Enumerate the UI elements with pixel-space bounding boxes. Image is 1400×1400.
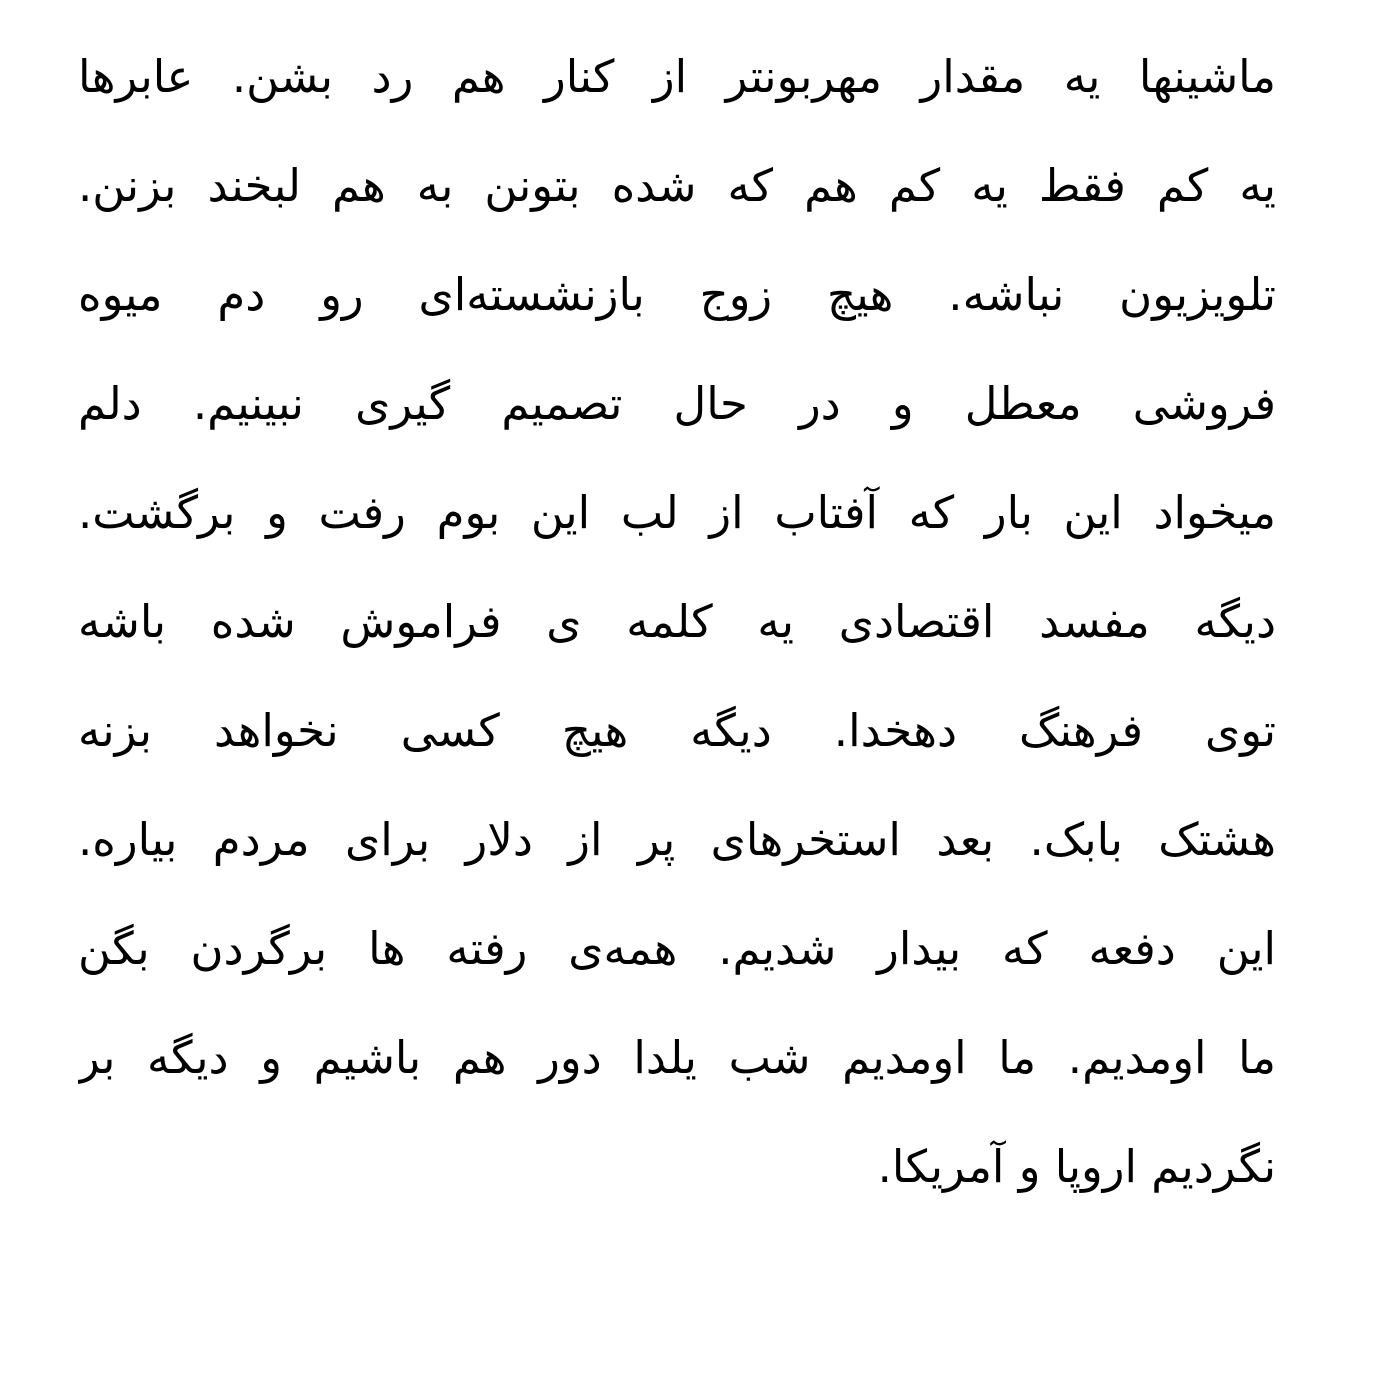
text-line-6: دیگه مفسد اقتصادی یه کلمه ی فراموش شده باشه [78,595,1276,648]
text-line-7: توی فرهنگ دهخدا. دیگه هیچ کسی نخواهد بزنه [78,704,1276,757]
text-line-11: نگردیم اروپا و آمریکا. [877,1140,1276,1193]
text-line-9: این دفعه که بیدار شدیم. همه‌ی رفته ها برگردن بگن [78,922,1276,975]
text-line-8: هشتک بابک. بعد استخرهای پر از دلار برای مردم بیاره. [78,813,1276,866]
text-line-4: فروشی معطل و در حال تصمیم گیری نبینیم. دلم [78,377,1276,430]
text-line-5: میخواد این بار که آفتاب از لب این بوم رفت و برگشت. [78,486,1276,539]
text-line-3: تلویزیون نباشه. هیچ زوج بازنشسته‌ای رو دم میوه [78,268,1276,321]
text-line-2: یه کم فقط یه کم هم که شده بتونن به هم لبخند بزنن. [78,159,1276,212]
persian-text-block [78,22,1276,1221]
text-line-10: ما اومدیم. ما اومدیم شب یلدا دور هم باشیم و دیگه بر [78,1031,1276,1084]
text-line-1: ماشینها یه مقدار مهربونتر از کنار هم رد بشن. عابرها [78,50,1276,103]
